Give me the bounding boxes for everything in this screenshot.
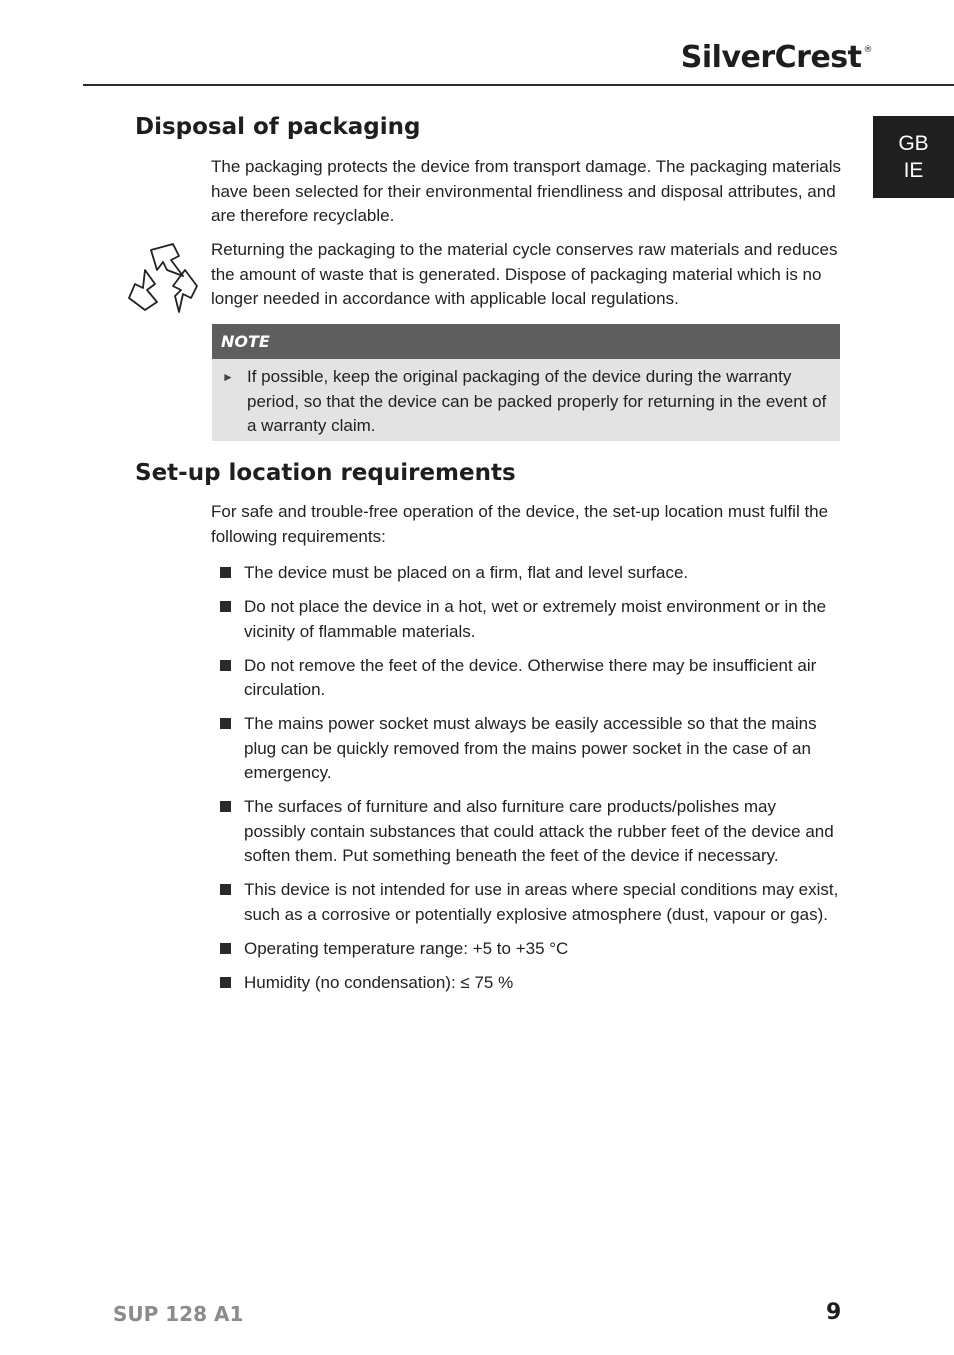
arrow-right-icon: ► bbox=[222, 370, 234, 384]
brand-logo bbox=[681, 40, 872, 75]
list-item-text: The surfaces of furniture and also furniture care products/polishes may possibly contain substances that could attack the rubber feet of the device and soften them. Put something beneath the feet of the device if necessary. bbox=[244, 797, 834, 865]
note-box bbox=[212, 324, 840, 441]
requirements-list bbox=[217, 561, 839, 1005]
square-bullet-icon bbox=[220, 884, 231, 895]
registered-mark: ® bbox=[863, 45, 872, 55]
square-bullet-icon bbox=[220, 601, 231, 612]
footer-model-number: SUP 128 A1 bbox=[113, 1302, 244, 1326]
list-item bbox=[217, 561, 839, 586]
square-bullet-icon bbox=[220, 977, 231, 988]
list-item bbox=[217, 971, 839, 996]
recycling-icon bbox=[123, 240, 203, 320]
list-item-text: Do not place the device in a hot, wet or extremely moist environment or in the vicinity of flammable materials. bbox=[244, 597, 827, 641]
note-item bbox=[212, 359, 840, 439]
list-item bbox=[217, 712, 839, 786]
disposal-heading: Disposal of packaging bbox=[135, 114, 421, 140]
note-label: NOTE bbox=[212, 324, 840, 359]
square-bullet-icon bbox=[220, 660, 231, 671]
list-item-text: The device must be placed on a firm, flat and level surface. bbox=[244, 563, 689, 582]
setup-heading: Set-up location requirements bbox=[135, 460, 516, 486]
language-tab bbox=[873, 116, 954, 198]
list-item bbox=[217, 795, 839, 869]
setup-intro: For safe and trouble-free operation of the device, the set-up location must fulfil the following requirements: bbox=[211, 502, 829, 546]
list-item bbox=[217, 595, 839, 644]
disposal-paragraph-2: Returning the packaging to the material cycle conserves raw materials and reduces the amount of waste that is generated. Dispose of packaging material which is no longer needed in accordance with applicable local regulations. bbox=[211, 240, 838, 308]
square-bullet-icon bbox=[220, 567, 231, 578]
header-divider bbox=[83, 84, 954, 86]
language-code-gb: GB bbox=[898, 132, 929, 155]
square-bullet-icon bbox=[220, 801, 231, 812]
note-text: If possible, keep the original packaging of the device during the warranty period, so that the device can be packed properly for returning in the event of a warranty claim. bbox=[247, 367, 827, 435]
disposal-paragraph-1: The packaging protects the device from transport damage. The packaging materials have been selected for their environmental friendliness and disposal attributes, and are therefore recyclable. bbox=[211, 157, 841, 225]
brand-name: SilverCrest bbox=[680, 40, 862, 75]
list-item bbox=[217, 878, 839, 927]
language-code-ie: IE bbox=[903, 159, 924, 182]
list-item bbox=[217, 654, 839, 703]
list-item-text: Do not remove the feet of the device. Otherwise there may be insufficient air circulation. bbox=[244, 655, 817, 699]
list-item-text: Operating temperature range: +5 to +35 °C bbox=[244, 938, 569, 958]
list-item-text: This device is not intended for use in areas where special conditions may exist, such as a corrosive or potentially explosive atmosphere (dust, vapour or gas). bbox=[244, 880, 839, 924]
square-bullet-icon bbox=[220, 718, 231, 729]
list-item-text: Humidity (no condensation): ≤ 75 % bbox=[244, 972, 514, 992]
list-item-text: The mains power socket must always be easily accessible so that the mains plug can be quickly removed from the mains power socket in the case of an emergency. bbox=[244, 714, 817, 782]
page-number: 9 bbox=[826, 1300, 842, 1325]
list-item bbox=[217, 937, 839, 962]
square-bullet-icon bbox=[220, 943, 231, 954]
